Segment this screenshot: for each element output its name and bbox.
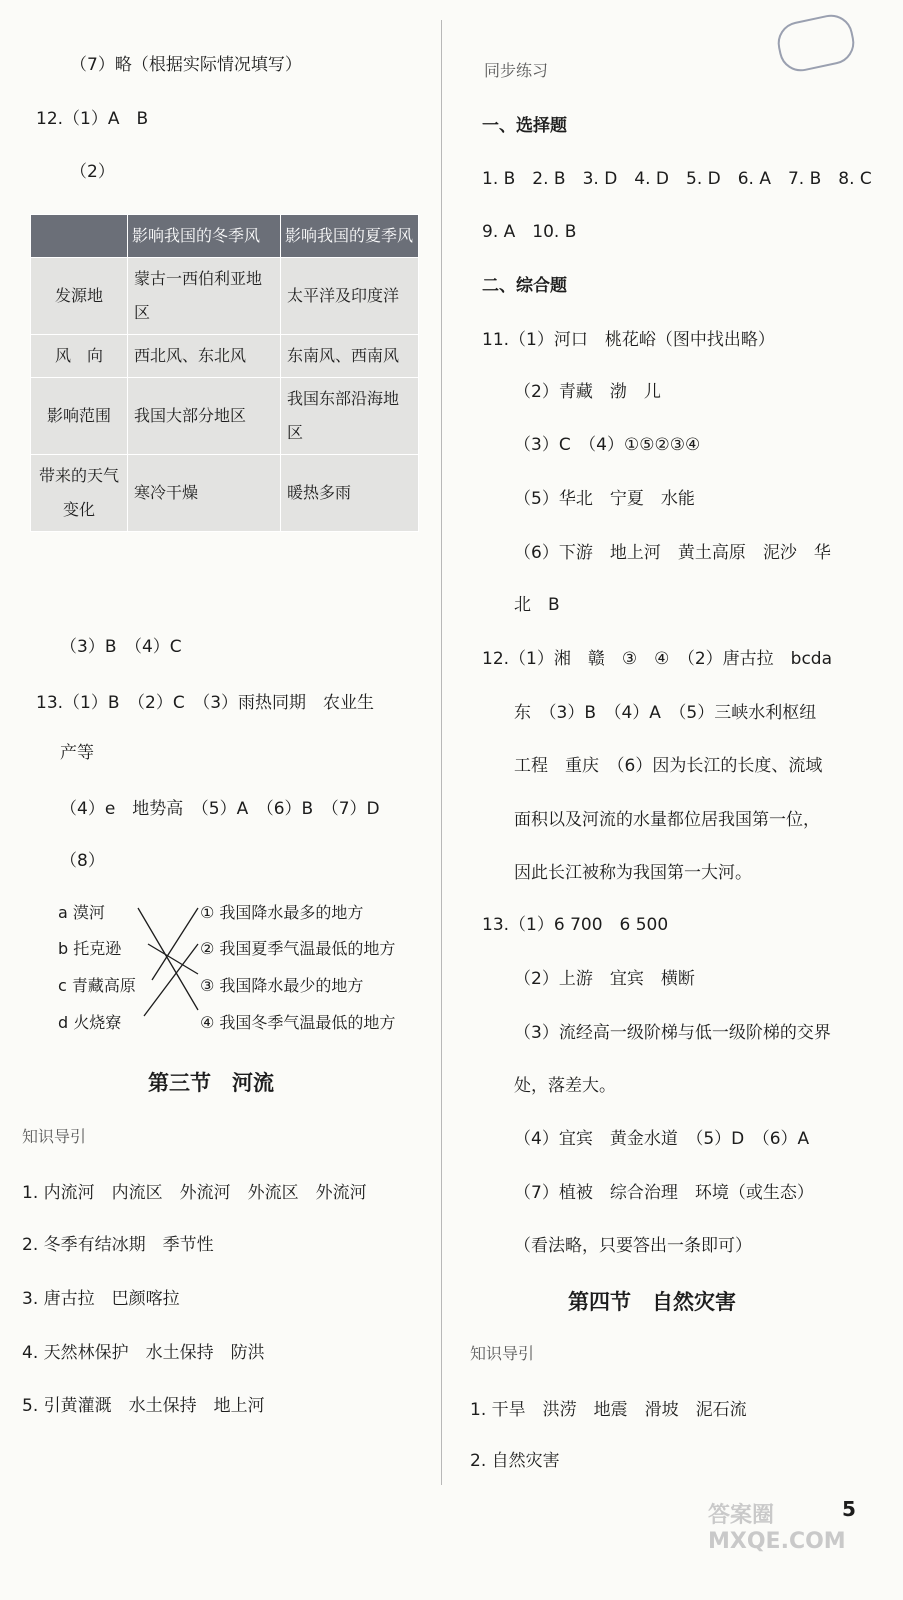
match-right-2: ② 我国夏季气温最低的地方 <box>200 939 396 958</box>
answer-13-8: （看法略，只要答出一条即可） <box>514 1236 752 1256</box>
section3-title: 第三节 河流 <box>148 1070 274 1095</box>
answer-11-3: （3）C （4）①⑤②③④ <box>514 435 701 455</box>
practice-heading: 同步练习 <box>484 61 549 80</box>
matching-lines <box>130 898 206 1028</box>
watermark-text: 答案圈 MXQE.COM <box>708 1503 846 1554</box>
answer-13-1: 13.（1）6 700 6 500 <box>482 915 669 935</box>
answer-11-6b: 北 B <box>514 595 560 615</box>
knowledge-5: 5. 引黄灌溉 水土保持 地上河 <box>22 1396 265 1416</box>
answer-13-line3: （4）e 地势高 （5）A （6）B （7）D <box>60 799 380 819</box>
match-left-b: b 托克逊 <box>58 939 122 958</box>
section-choice-heading: 一、选择题 <box>482 116 567 136</box>
page-number: 5 <box>842 1497 856 1521</box>
table-row <box>31 335 419 378</box>
section-comprehensive-heading: 二、综合题 <box>482 276 567 296</box>
answer-11-1: 11.（1）河口 桃花峪（图中找出略） <box>482 330 775 350</box>
column-divider <box>441 20 442 1485</box>
answer-12-line3: 工程 重庆 （6）因为长江的长度、流域 <box>514 756 823 776</box>
knowledge-2: 2. 冬季有结冰期 季节性 <box>22 1235 214 1255</box>
knowledge-guide-heading: 知识导引 <box>22 1127 87 1146</box>
knowledge-4: 4. 天然林保护 水土保持 防洪 <box>22 1343 265 1363</box>
table-row-label: 发源地 <box>31 258 128 335</box>
knowledge-right-2: 2. 自然灾害 <box>470 1451 560 1471</box>
answer-12-line5: 因此长江被称为我国第一大河。 <box>514 863 752 883</box>
match-left-d: d 火烧寮 <box>58 1013 122 1032</box>
knowledge-1: 1. 内流河 内流区 外流河 外流区 外流河 <box>22 1183 367 1203</box>
answer-13-line1: 13.（1）B （2）C （3）雨热同期 农业生 <box>36 693 375 713</box>
section4-title: 第四节 自然灾害 <box>568 1289 736 1314</box>
table-cell: 蒙古一西伯利亚地区 <box>128 258 281 335</box>
table-cell: 寒冷干燥 <box>128 455 281 532</box>
stamp-logo <box>774 11 859 76</box>
answer-12-1: 12.（1）A B <box>36 109 149 129</box>
table-header-row <box>31 215 419 258</box>
match-left-a: a 漠河 <box>58 903 105 922</box>
knowledge-3: 3. 唐古拉 巴颜喀拉 <box>22 1289 180 1309</box>
match-left-c: c 青藏高原 <box>58 976 136 995</box>
table-row-label: 影响范围 <box>31 378 128 455</box>
answer-11-6a: （6）下游 地上河 黄土高原 泥沙 华 <box>514 543 831 563</box>
table-cell: 暖热多雨 <box>281 455 419 532</box>
match-right-3: ③ 我国降水最少的地方 <box>200 976 364 995</box>
match-line <box>138 908 198 1010</box>
table-row-label: 风 向 <box>31 335 128 378</box>
answer-13-4: （4）宜宾 黄金水道 （5）D （6）A <box>514 1129 810 1149</box>
table-cell: 东南风、西南风 <box>281 335 419 378</box>
table-cell: 我国大部分地区 <box>128 378 281 455</box>
table-cell: 太平洋及印度洋 <box>281 258 419 335</box>
answer-11-5: （5）华北 宁夏 水能 <box>514 489 695 509</box>
table-header-cell: 影响我国的夏季风 <box>281 215 419 258</box>
table-header-cell: 影响我国的冬季风 <box>128 215 281 258</box>
table-cell: 我国东部沿海地区 <box>281 378 419 455</box>
table-row <box>31 378 419 455</box>
table-row-label: 带来的天气变化 <box>31 455 128 532</box>
table-header-cell <box>31 215 128 258</box>
monsoon-table <box>30 214 419 532</box>
knowledge-right-1: 1. 干旱 洪涝 地震 滑坡 泥石流 <box>470 1400 747 1420</box>
choice-answers-1: 1. B 2. B 3. D 4. D 5. D 6. A 7. B 8. C <box>482 169 872 189</box>
answer-13-7: （7）植被 综合治理 环境（或生态） <box>514 1183 814 1203</box>
match-line <box>148 944 198 974</box>
match-right-1: ① 我国降水最多的地方 <box>200 903 364 922</box>
answer-13-3a: （3）流经高一级阶梯与低一级阶梯的交界 <box>514 1023 831 1043</box>
knowledge-guide-heading-right: 知识导引 <box>470 1344 535 1363</box>
answer-13-2: （2）上游 宜宾 横断 <box>514 969 695 989</box>
answer-12-line1: 12.（1）湘 赣 ③ ④ （2）唐古拉 bcda <box>482 649 832 669</box>
answer-7-line: （7）略（根据实际情况填写） <box>70 55 302 75</box>
table-cell: 西北风、东北风 <box>128 335 281 378</box>
table-row <box>31 455 419 532</box>
answer-12-3-4: （3）B （4）C <box>60 637 182 657</box>
table-row <box>31 258 419 335</box>
answer-12-line2: 东 （3）B （4）A （5）三峡水利枢纽 <box>514 703 817 723</box>
answer-11-2: （2）青藏 渤 儿 <box>514 382 661 402</box>
match-right-4: ④ 我国冬季气温最低的地方 <box>200 1013 396 1032</box>
answer-13-3b: 处，落差大。 <box>514 1076 616 1096</box>
answer-12-2: （2） <box>70 162 115 182</box>
choice-answers-2: 9. A 10. B <box>482 222 577 242</box>
answer-12-line4: 面积以及河流的水量都位居我国第一位， <box>514 810 820 830</box>
answer-13-line4: （8） <box>60 851 105 871</box>
answer-13-line2: 产等 <box>60 743 94 763</box>
